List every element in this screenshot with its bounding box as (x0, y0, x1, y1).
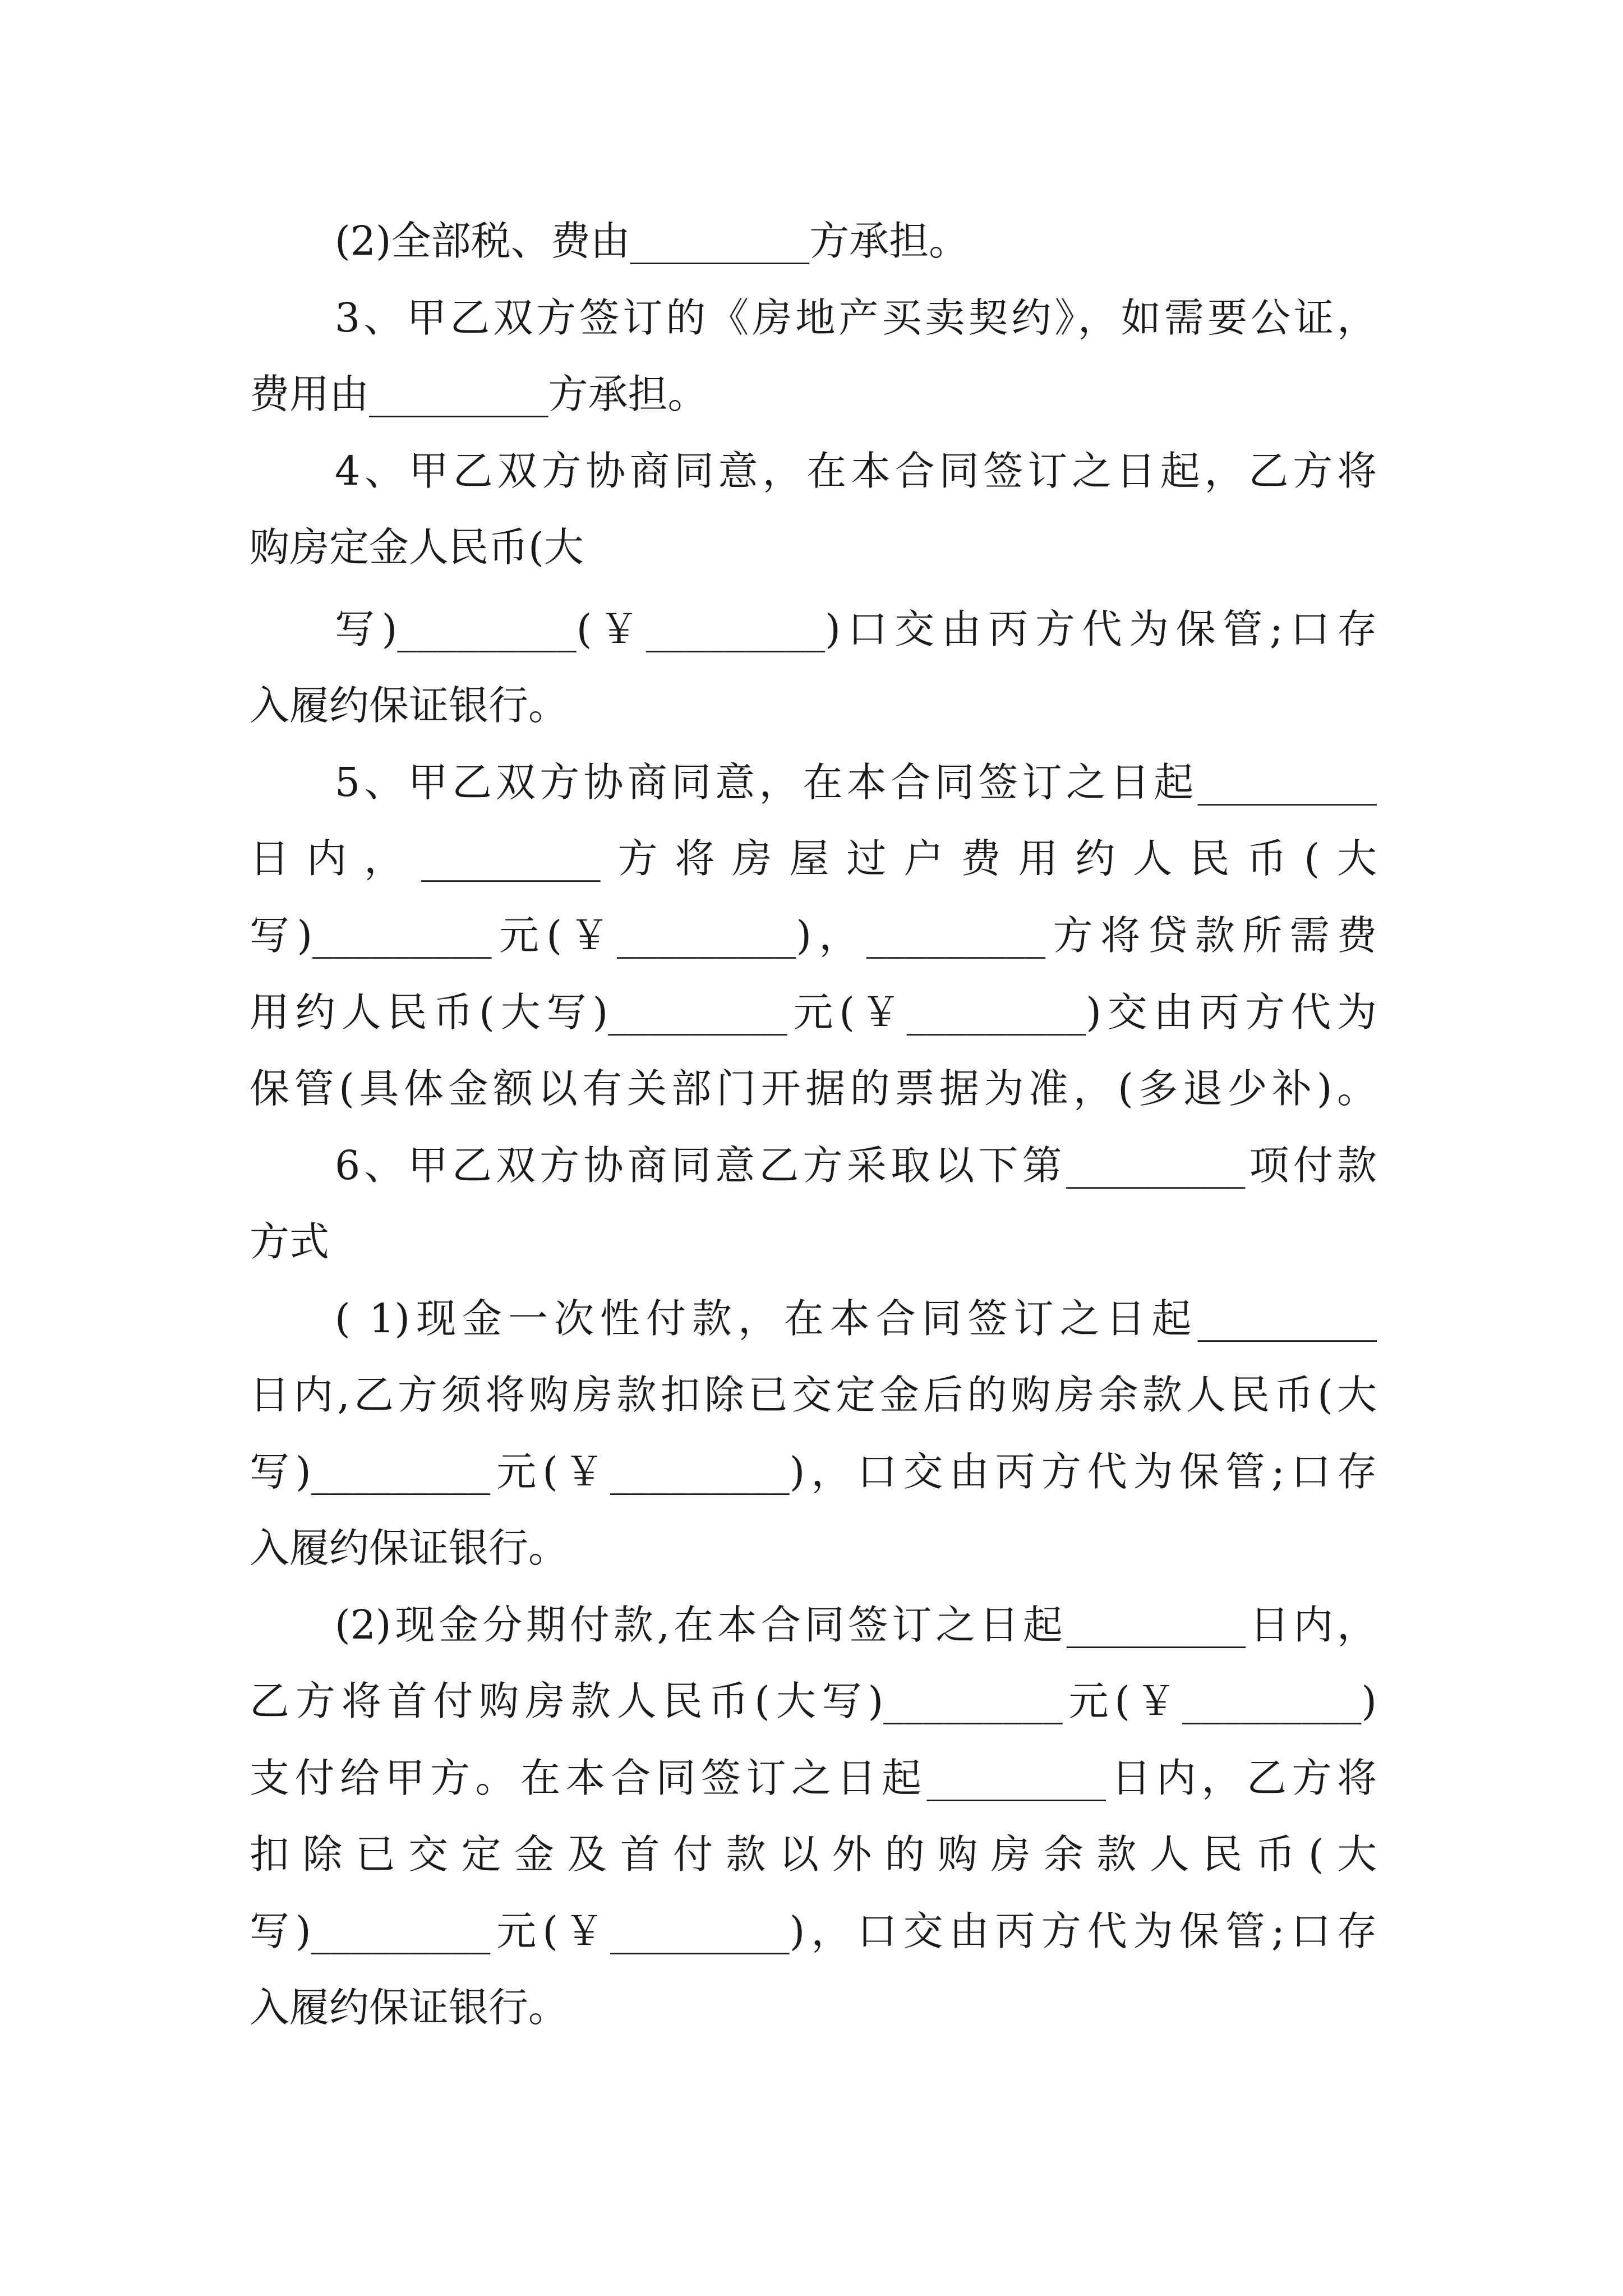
text-line: 入履约保证银行。 (250, 1525, 569, 1571)
text-line: 日内,乙方须将购房款扣除已交定金后的购房余款人民币(大 (250, 1372, 1377, 1418)
text-line: 写)_________元(￥_________)，_________方将贷款所需费 (250, 912, 1377, 959)
text-line: 5、甲乙双方协商同意，在本合同签订之日起_________ (335, 759, 1377, 806)
text-line: 费用由_________方承担。 (250, 371, 708, 417)
text-line: 保管(具体金额以有关部门开据的票据为准，(多退少补)。 (250, 1065, 1377, 1112)
text-line: 乙方将首付购房款人民币(大写)_________元(￥_________) (250, 1678, 1377, 1724)
text-line: 6、甲乙双方协商同意乙方采取以下第_________项付款 (335, 1142, 1377, 1189)
text-line: 扣除已交定金及首付款以外的购房余款人民币(大 (250, 1831, 1377, 1878)
text-line: 日内，_________方将房屋过户费用约人民币(大 (250, 835, 1377, 882)
text-line: 写)_________(￥_________)口交由丙方代为保管;口存 (335, 606, 1377, 652)
text-line: (2)现金分期付款,在本合同签订之日起_________日内， (335, 1602, 1377, 1648)
text-line: 入履约保证银行。 (250, 1984, 569, 2031)
text-line: 写)_________元(￥_________)，口交由丙方代为保管;口存 (250, 1908, 1377, 1954)
text-line: (2)全部税、费由_________方承担。 (335, 218, 969, 264)
text-line: 用约人民币(大写)_________元(￥_________)交由丙方代为 (250, 989, 1377, 1036)
text-line: 支付给甲方。在本合同签订之日起_________日内，乙方将 (250, 1755, 1377, 1801)
text-line: 3、甲乙双方签订的《房地产买卖契约》，如需要公证， (335, 295, 1377, 341)
text-line: ( 1)现金一次性付款，在本合同签订之日起_________ (335, 1295, 1377, 1342)
text-line: 4、甲乙双方协商同意，在本合同签订之日起，乙方将 (335, 448, 1377, 494)
text-line: 购房定金人民币(大 (250, 524, 584, 570)
text-line: 入履约保证银行。 (250, 682, 569, 729)
text-line: 写)_________元(￥_________)，口交由丙方代为保管;口存 (250, 1448, 1377, 1495)
text-line: 方式 (250, 1218, 330, 1265)
